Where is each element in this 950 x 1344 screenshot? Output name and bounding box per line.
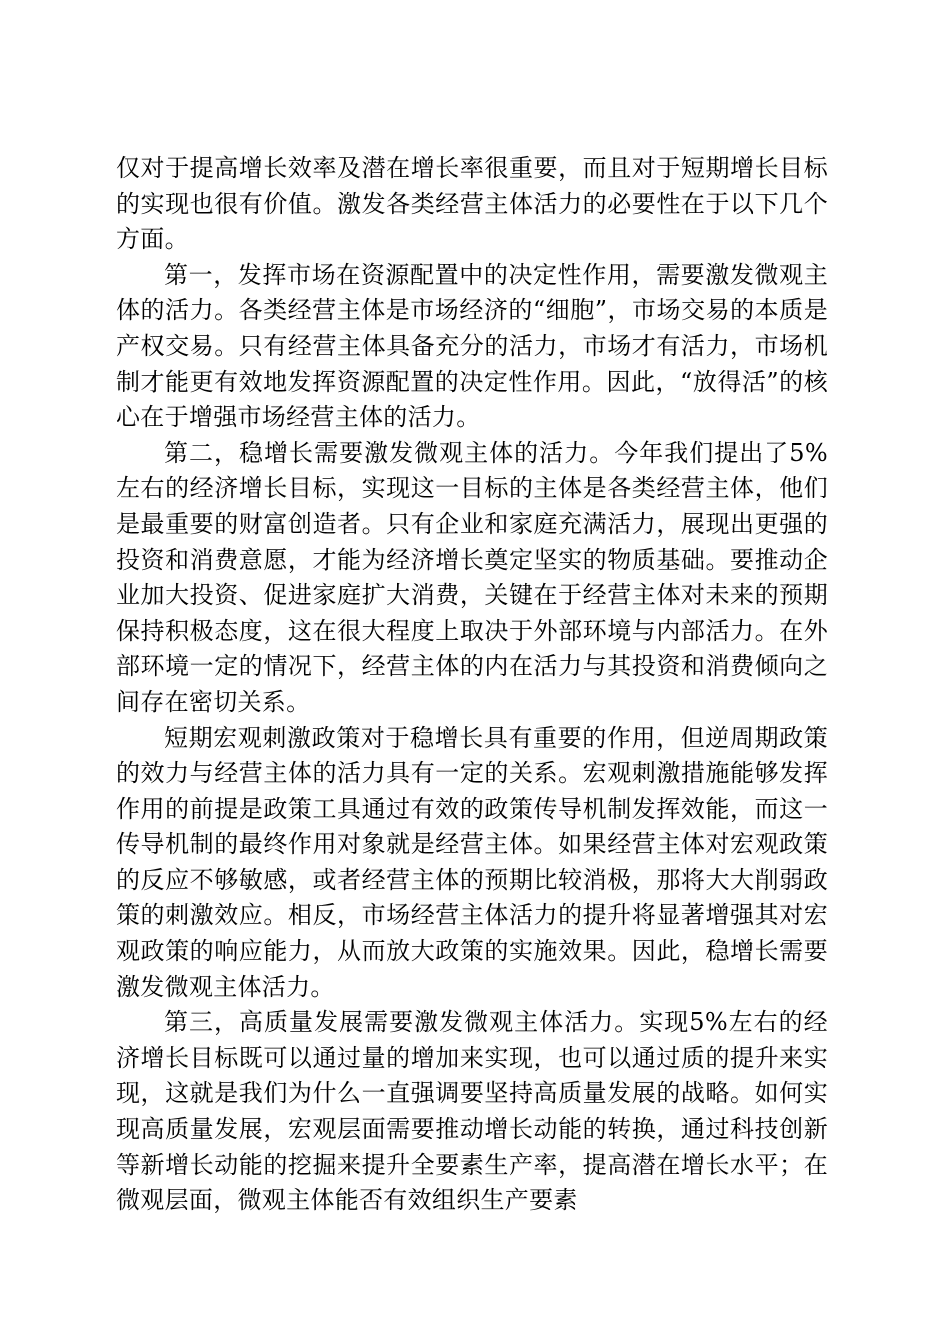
- paragraph-first-point: 第一，发挥市场在资源配置中的决定性作用，需要激发微观主体的活力。各类经营主体是市场经济的“细胞”，市场交易的本质是产权交易。只有经营主体具备充分的活力，市场才有活力，市场机制才能更有效地发挥资源配置的决定性作用。因此，“放得活”的核心在于增强市场经营主体的活力。: [116, 260, 828, 432]
- paragraph-continuation: 仅对于提高增长效率及潜在增长率很重要，而且对于短期增长目标的实现也很有价值。激发各类经营主体活力的必要性在于以下几个方面。: [116, 154, 828, 254]
- paragraph-third-point: 第三，高质量发展需要激发微观主体活力。实现5%左右的经济增长目标既可以通过量的增加来实现，也可以通过质的提升来实现，这就是我们为什么一直强调要坚持高质量发展的战略。如何实现高质量发展，宏观层面需要推动增长动能的转换，通过科技创新等新增长动能的挖掘来提升全要素生产率，提高潜在增长水平；在微观层面，微观主体能否有效组织生产要素: [116, 1008, 828, 1215]
- paragraph-short-term-policy: 短期宏观刺激政策对于稳增长具有重要的作用，但逆周期政策的效力与经营主体的活力具有一定的关系。宏观刺激措施能够发挥作用的前提是政策工具通过有效的政策传导机制发挥效能，而这一传导机制的最终作用对象就是经营主体。如果经营主体对宏观政策的反应不够敏感，或者经营主体的预期比较消极，那将大大削弱政策的刺激效应。相反，市场经营主体活力的提升将显著增强其对宏观政策的响应能力，从而放大政策的实施效果。因此，稳增长需要激发微观主体活力。: [116, 723, 828, 1001]
- paragraph-second-point: 第二，稳增长需要激发微观主体的活力。今年我们提出了5%左右的经济增长目标，实现这一目标的主体是各类经营主体，他们是最重要的财富创造者。只有企业和家庭充满活力，展现出更强的投资和消费意愿，才能为经济增长奠定坚实的物质基础。要推动企业加大投资、促进家庭扩大消费，关键在于经营主体对未来的预期保持积极态度，这在很大程度上取决于外部环境与内部活力。在外部环境一定的情况下，经营主体的内在活力与其投资和消费倾向之间存在密切关系。: [116, 438, 828, 716]
- body-text: [116, 151, 828, 1219]
